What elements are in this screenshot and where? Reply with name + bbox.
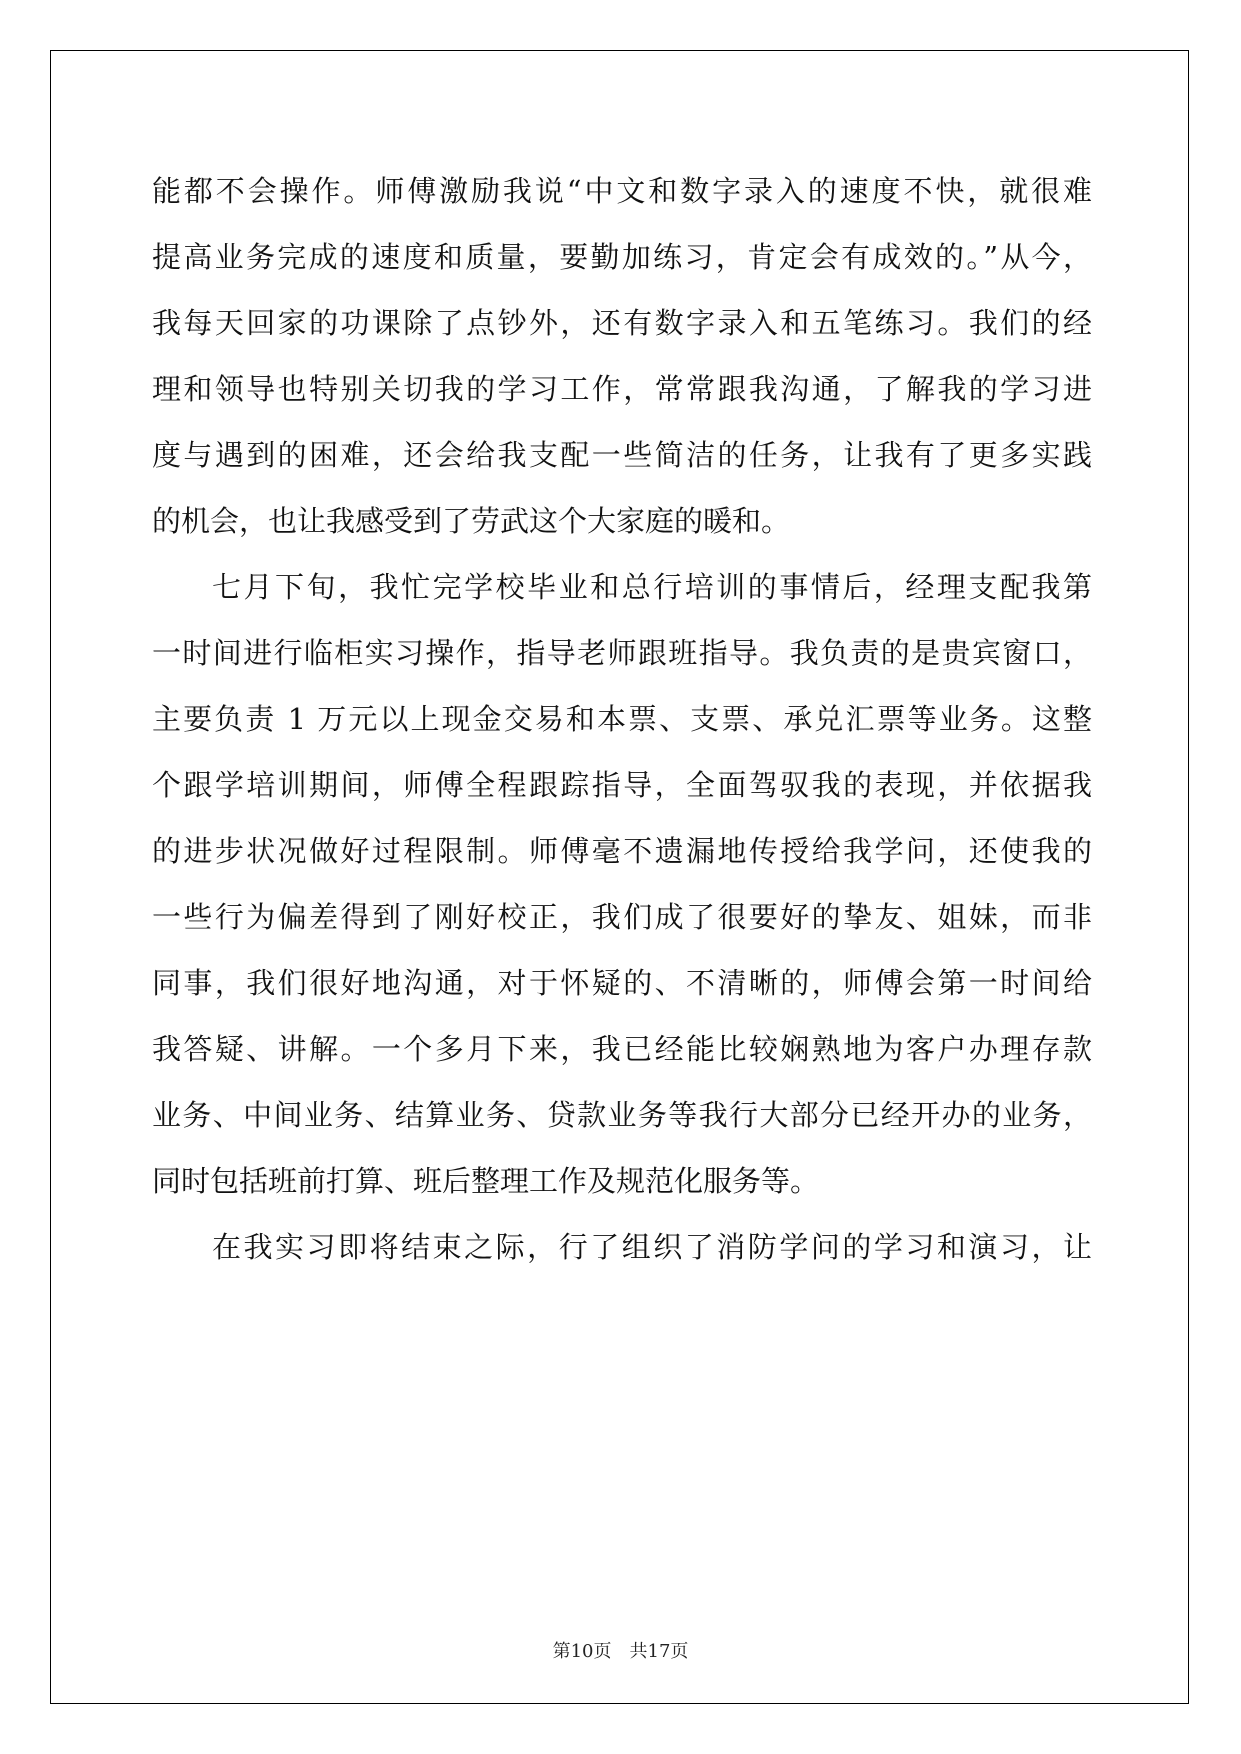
text-line: 度与遇到的困难，还会给我支配一些简洁的任务，让我有了更多实践 bbox=[152, 438, 1092, 472]
footer-middle: 页 共 bbox=[593, 1641, 648, 1662]
footer-prefix: 第 bbox=[552, 1641, 571, 1662]
text-line: 一时间进行临柜实习操作，指导老师跟班指导。我负责的是贵宾窗口， bbox=[152, 636, 1092, 670]
page-number-footer bbox=[0, 1640, 1241, 1664]
text-line: 的机会，也让我感受到了劳武这个大家庭的暖和。 bbox=[152, 504, 791, 538]
text-line: 主要负责 1 万元以上现金交易和本票、支票、承兑汇票等业务。这整 bbox=[152, 702, 1092, 736]
text-line: 一些行为偏差得到了刚好校正，我们成了很要好的挚友、姐妹，而非 bbox=[152, 900, 1092, 934]
paragraph bbox=[152, 554, 1092, 1214]
text-line: 理和领导也特别关切我的学习工作，常常跟我沟通，了解我的学习进 bbox=[152, 372, 1092, 406]
current-page-number: 10 bbox=[570, 1641, 594, 1662]
text-line: 同事，我们很好地沟通，对于怀疑的、不清晰的，师傅会第一时间给 bbox=[152, 966, 1092, 1000]
text-line: 七月下旬，我忙完学校毕业和总行培训的事情后，经理支配我第 bbox=[212, 570, 1092, 604]
footer-suffix: 页 bbox=[670, 1641, 689, 1662]
text-line: 我答疑、讲解。一个多月下来，我已经能比较娴熟地为客户办理存款 bbox=[152, 1032, 1092, 1066]
text-line: 能都不会操作。师傅激励我说“中文和数字录入的速度不快，就很难 bbox=[152, 174, 1092, 208]
paragraph bbox=[152, 1214, 1092, 1280]
text-line: 业务、中间业务、结算业务、贷款业务等我行大部分已经开办的业务， bbox=[152, 1098, 1092, 1132]
paragraph bbox=[152, 158, 1092, 554]
text-line: 在我实习即将结束之际，行了组织了消防学问的学习和演习，让 bbox=[212, 1230, 1092, 1264]
text-line: 我每天回家的功课除了点钞外，还有数字录入和五笔练习。我们的经 bbox=[152, 306, 1092, 340]
total-page-count: 17 bbox=[647, 1641, 671, 1662]
text-line: 个跟学培训期间，师傅全程跟踪指导，全面驾驭我的表现，并依据我 bbox=[152, 768, 1092, 802]
text-line: 提高业务完成的速度和质量，要勤加练习，肯定会有成效的。”从今， bbox=[152, 240, 1092, 274]
document-body bbox=[152, 158, 1092, 1280]
text-line: 同时包括班前打算、班后整理工作及规范化服务等。 bbox=[152, 1164, 820, 1198]
text-line: 的进步状况做好过程限制。师傅毫不遗漏地传授给我学问，还使我的 bbox=[152, 834, 1092, 868]
